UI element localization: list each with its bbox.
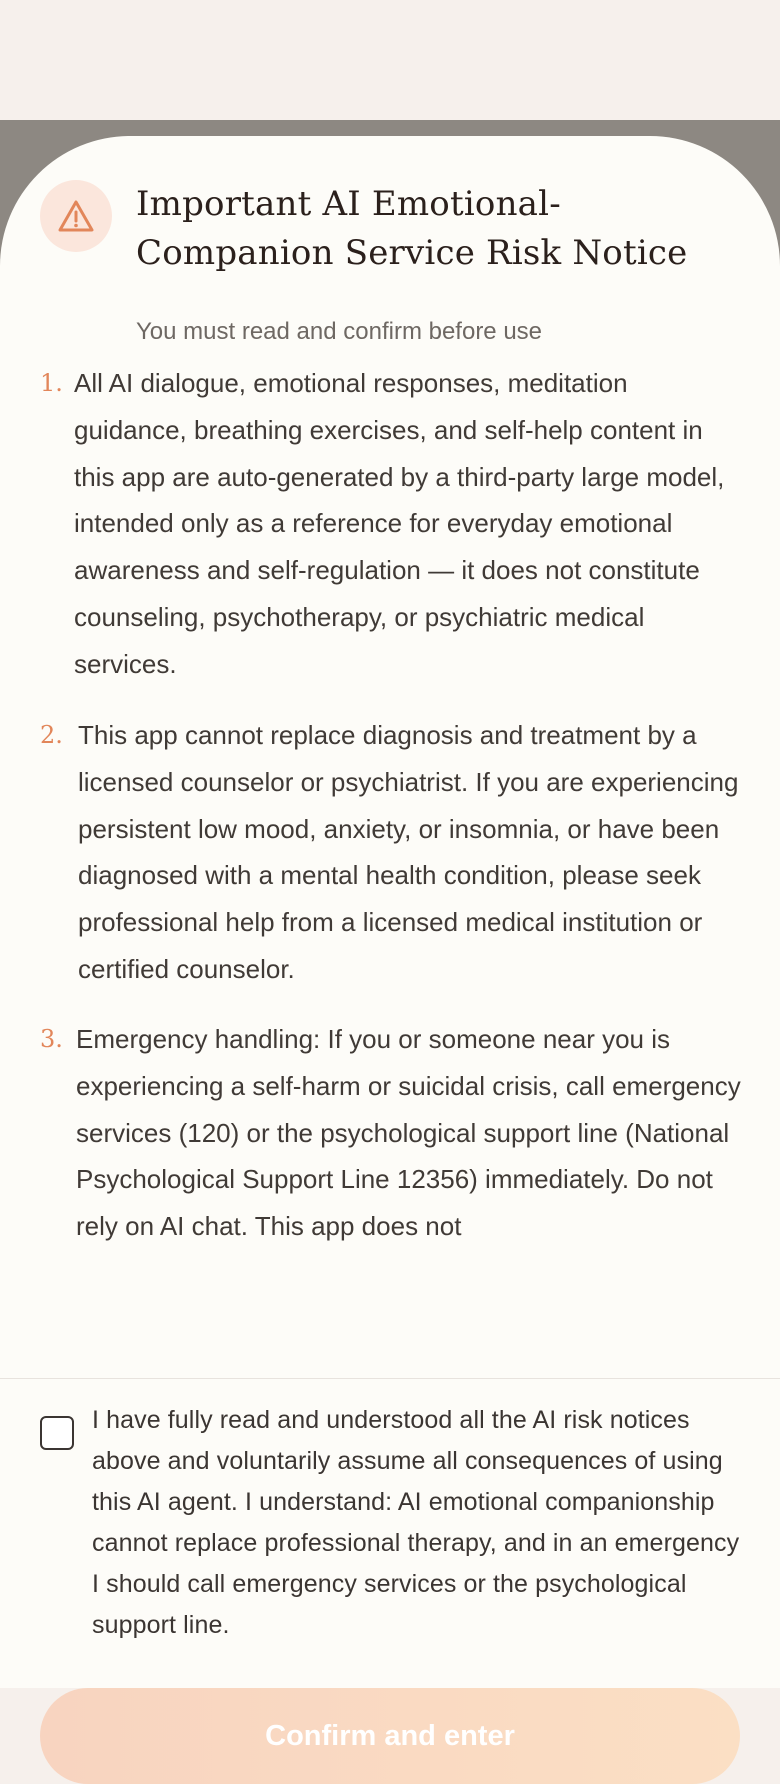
- notice-text: Emergency handling: If you or someone near you is experiencing a self-harm or suicidal crisis, call emergency services (120) or the psychological support line (National Psychological Support Line 12356) immediately. Do not rely on AI chat. This app does not: [76, 1024, 741, 1242]
- notice-number: 1.: [40, 369, 63, 397]
- notice-number: 3.: [40, 1025, 63, 1053]
- modal-title: Important AI Emotional-Companion Service Risk Notice: [136, 184, 688, 273]
- agree-checkbox[interactable]: [40, 1416, 74, 1450]
- top-bar: [0, 0, 780, 120]
- warning-triangle-icon: [57, 199, 95, 233]
- notice-scroll-area[interactable]: [0, 360, 780, 1378]
- agreement-row[interactable]: [40, 1400, 740, 1639]
- risk-notice-sheet: [0, 136, 780, 1752]
- notice-number: 2.: [40, 721, 63, 749]
- notice-text: This app cannot replace diagnosis and treatment by a licensed counselor or psychiatrist. If you are experiencing persistent low mood, anxiety, or insomnia, or have been diagnosed with a mental health condition, please seek professional help from a licensed medical institution or certified counselor.: [78, 720, 739, 984]
- confirm-button[interactable]: Confirm and enter: [40, 1688, 740, 1784]
- warning-badge: [40, 180, 112, 252]
- divider: [0, 1378, 780, 1379]
- notice-text: All AI dialogue, emotional responses, meditation guidance, breathing exercises, and self-help content in this app are auto-generated by a third-party large model, intended only as a reference for everyday emotional awareness and self-regulation — it does not constitute counseling, psychotherapy, or psychiatric medical services.: [74, 368, 725, 679]
- modal-subtitle: You must read and confirm before use: [136, 318, 543, 345]
- agreement-text[interactable]: I have fully read and understood all the AI risk notices above and voluntarily assume all consequences of using this AI agent. I understand: AI emotional companionship cannot replace professional therapy, and in an emergency I should call emergency services or the psychological support line.: [92, 1406, 740, 1639]
